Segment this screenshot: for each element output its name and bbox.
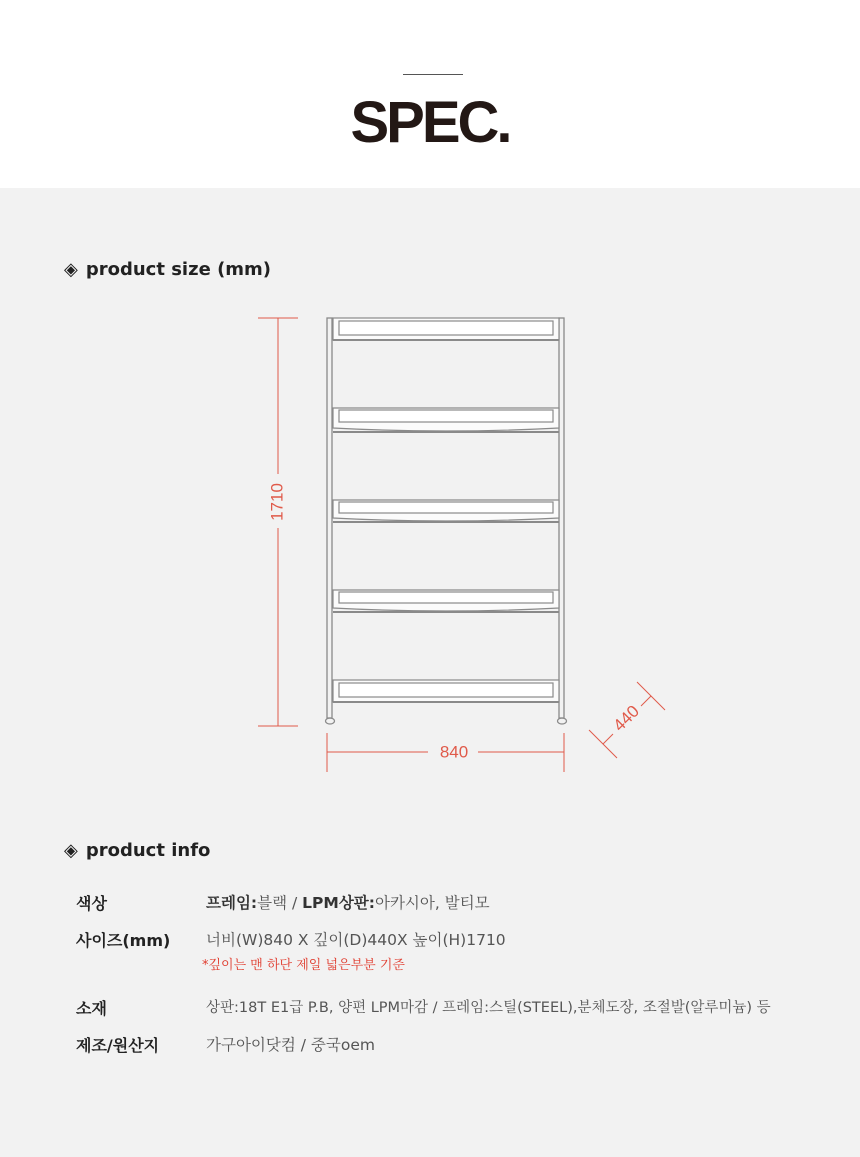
product-size-unit: (mm)	[217, 259, 272, 280]
info-value-size: 너비(W)840 X 깊이(D)440X 높이(H)1710	[206, 931, 506, 949]
right-post	[559, 318, 564, 718]
height-label: 1710	[267, 483, 287, 521]
left-post	[327, 318, 332, 718]
shelf-board-1	[333, 318, 559, 340]
product-info-heading	[64, 840, 210, 861]
info-label-material: 소재	[76, 999, 107, 1018]
depth-label: 440	[609, 701, 644, 736]
page-title: SPEC.	[350, 90, 510, 155]
shelf-board-3	[333, 500, 559, 522]
info-value-origin: 가구아이닷컴 / 중국oem	[206, 1036, 375, 1054]
shelf-board-2	[333, 408, 559, 432]
info-label-color: 색상	[76, 894, 107, 913]
frame-label: 프레임:	[206, 894, 258, 912]
shelf-board-5	[333, 680, 559, 702]
frame-value: 블랙 /	[257, 894, 303, 912]
info-value-material: 상판:18T E1급 P.B, 양편 LPM마감 / 프레임:스틸(STEEL),분체도장, 조절발(알루미늄) 등	[206, 1000, 771, 1016]
depth-note: *깊이는 맨 하단 제일 넓은부분 기준	[202, 958, 405, 973]
diamond-bullet-icon: ◈	[64, 840, 78, 861]
shelf-board-4	[333, 590, 559, 612]
product-info-title: product info	[85, 840, 211, 861]
info-label-size: 사이즈(mm)	[76, 931, 171, 950]
shelf-size-diagram	[0, 300, 860, 790]
left-foot	[326, 718, 335, 724]
right-foot	[558, 718, 567, 724]
product-size-heading	[64, 259, 271, 280]
height-dimension	[258, 318, 298, 726]
lpm-top-label: LPM상판:	[302, 894, 375, 912]
header-section	[0, 0, 860, 188]
diamond-bullet-icon: ◈	[64, 259, 78, 280]
lpm-top-value: 아카시아, 발티모	[374, 894, 490, 912]
header-divider	[403, 74, 463, 75]
product-size-title: product size	[85, 259, 211, 280]
info-value-color	[206, 891, 490, 913]
width-label: 840	[439, 742, 469, 762]
info-label-origin: 제조/원산지	[76, 1036, 160, 1055]
shelf-boards	[333, 318, 559, 702]
